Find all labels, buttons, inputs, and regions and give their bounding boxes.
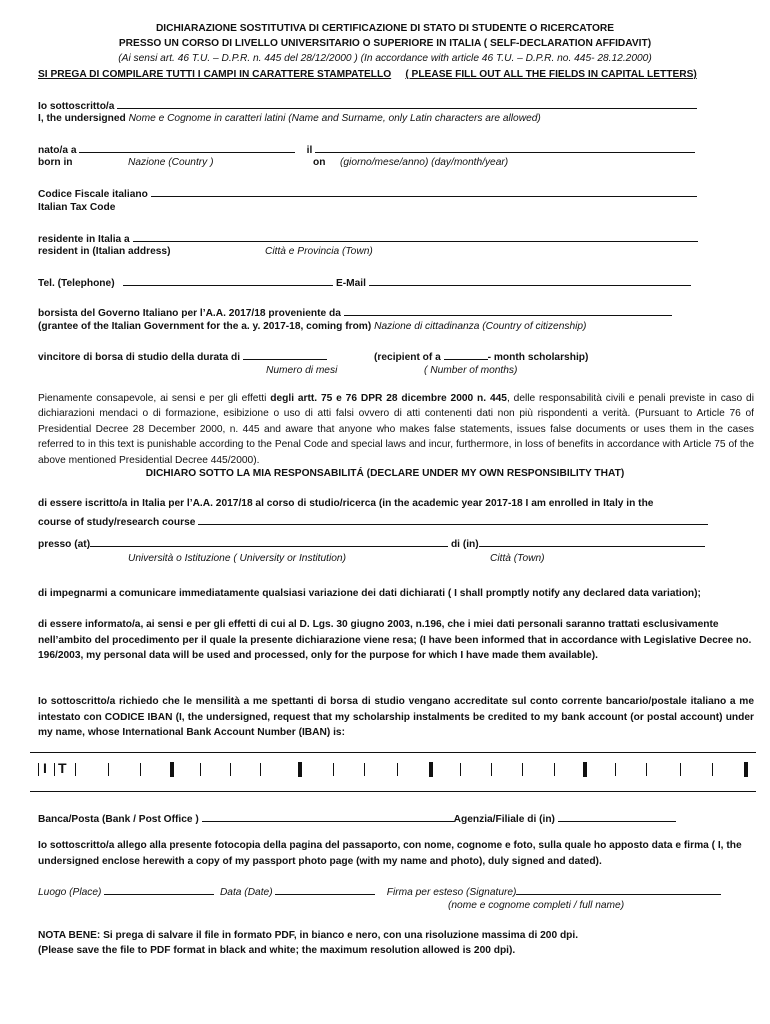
course-row bbox=[38, 514, 708, 529]
grantee-row bbox=[38, 305, 672, 320]
email-field[interactable] bbox=[369, 275, 691, 286]
form-title-line-1: DICHIARAZIONE SOSTITUTIVA DI CERTIFICAZIONE DI STATO DI STUDENTE O RICERCATORE bbox=[155, 23, 615, 34]
iban-field[interactable] bbox=[30, 752, 756, 792]
signature-row bbox=[38, 884, 721, 899]
undersigned-en-row bbox=[38, 112, 541, 125]
birth-row bbox=[38, 142, 695, 157]
undersigned-label-it: Io sottoscritto/a bbox=[38, 101, 115, 112]
grantee-label-it: borsista del Governo Italiano per l’A.A. 2017/18 proveniente da bbox=[38, 308, 341, 319]
born-label-it: nato/a a bbox=[38, 145, 77, 156]
months-field-en[interactable] bbox=[444, 349, 488, 360]
address-field[interactable] bbox=[133, 231, 698, 242]
date-hint: (giorno/mese/anno) (day/month/year) bbox=[340, 157, 509, 168]
iban-separator bbox=[397, 763, 398, 776]
place-field[interactable] bbox=[104, 884, 214, 895]
name-hint: Nome e Cognome in caratteri latini (Name and Surname, only Latin characters are allowed) bbox=[128, 113, 541, 124]
iban-separator bbox=[522, 763, 523, 776]
birth-country-field[interactable] bbox=[79, 142, 295, 153]
note-line-1: NOTA BENE: Si prega di salvare il file in formato PDF, in bianco e nero, con una risoluzione massima di 200 dpi. bbox=[38, 930, 579, 941]
iban-separator bbox=[460, 763, 461, 776]
citizenship-hint: Nazione di cittadinanza (Country of citizenship) bbox=[374, 321, 587, 332]
resident-label-en: resident in (Italian address) bbox=[38, 246, 171, 257]
privacy-statement: di essere informato/a, ai sensi e per gli effetti di cui al D. Lgs. 30 giugno 2003, n.196, che i miei dati personali saranno trattati esclusivamente nell’ambito del procedimento per il quale la presente dichiarazione viene resa; (I have been informed that in accordance with Legislative Decree no. 196/2003, my personal data will be used and processed, only for the purpose for which I have made them available). bbox=[38, 619, 752, 662]
iban-separator bbox=[646, 763, 647, 776]
months-hint-en: ( Number of months) bbox=[424, 365, 518, 376]
legal-text-2: , delle responsabilità civili e penali previste in caso di dichiarazioni mendaci o di formazione, esibizione o uso di atti falsi ovvero di atti contenenti dati non più rispondenti a verità. (Pursuant to Article 76 of Presidential Decree 28 December 2000, n. 445 and aware that anyone who makes false statements, issues false documents or uses them in the cases referred to in this text is punishable according to the Penal Code and special laws and incur, furthermore, in loss of benefits in accordance with Article 75 of the above mentioned Presidential Decree 445/2000). bbox=[38, 393, 754, 466]
iban-top-border bbox=[30, 752, 756, 753]
fill-instructions bbox=[38, 68, 697, 81]
signature-field[interactable] bbox=[516, 884, 721, 895]
tax-code-row bbox=[38, 186, 697, 201]
date-field[interactable] bbox=[275, 884, 375, 895]
institution-city-hint: Città (Town) bbox=[490, 553, 545, 564]
bank-field[interactable] bbox=[202, 811, 454, 822]
email-label: E-Mail bbox=[335, 278, 366, 289]
at-label: presso (at) bbox=[38, 539, 91, 550]
iban-group-separator bbox=[744, 762, 748, 777]
iban-separator bbox=[712, 763, 713, 776]
iban-separator bbox=[364, 763, 365, 776]
form-subtitle: (Ai sensi art. 46 T.U. – D.P.R. n. 445 del 28/12/2000 ) (In accordance with article 46 T.U. – D.P.R. no. 445- 28.12.2000) bbox=[118, 53, 652, 64]
recipient-label: (recipient of a bbox=[374, 352, 441, 363]
iban-separator bbox=[38, 763, 39, 776]
iban-bottom-border bbox=[30, 791, 756, 792]
legal-text-1: Pienamente consapevole, ai sensi e per gli effetti bbox=[38, 393, 271, 404]
iban-separator bbox=[108, 763, 109, 776]
months-field-it[interactable] bbox=[243, 349, 327, 360]
birth-date-field[interactable] bbox=[315, 142, 695, 153]
iban-group-separator bbox=[170, 762, 174, 777]
contact-row bbox=[38, 275, 691, 290]
bank-row bbox=[38, 811, 676, 826]
institution-city-field[interactable] bbox=[479, 536, 705, 547]
date-label: Data (Date) bbox=[219, 887, 273, 898]
branch-field[interactable] bbox=[558, 811, 676, 822]
course-field[interactable] bbox=[198, 514, 708, 525]
on-label-en: on bbox=[313, 157, 326, 168]
iban-group-separator bbox=[583, 762, 587, 777]
notify-commitment: di impegnarmi a comunicare immediatamente qualsiasi variazione dei dati dichiarati ( I shall promptly notify any declared data variation); bbox=[38, 588, 701, 599]
course-label: course of study/research course bbox=[38, 517, 196, 528]
iban-separator bbox=[491, 763, 492, 776]
institution-row bbox=[38, 536, 705, 551]
iban-separator bbox=[260, 763, 261, 776]
telephone-label: Tel. (Telephone) bbox=[38, 278, 115, 289]
scholarship-label-it: vincitore di borsa di studio della durata di bbox=[38, 352, 241, 363]
legal-text-articles: degli artt. 75 e 76 DPR 28 dicembre 2000 n. 445 bbox=[270, 393, 507, 404]
iban-separator bbox=[230, 763, 231, 776]
scholarship-en bbox=[374, 349, 588, 364]
iban-request: Io sottoscritto/a richiedo che le mensilità a me spettanti di borsa di studio vengano accreditate sul conto corrente bancario/postale italiano a me intestato con CODICE IBAN (I, the undersigned, request that my scholarship instalments be credited to my bank account (or postal account) under my name, whose International Bank Account Number (IBAN) is: bbox=[38, 696, 754, 739]
birth-en-row bbox=[38, 156, 73, 169]
instruction-english: ( PLEASE FILL OUT ALL THE FIELDS IN CAPITAL LETTERS) bbox=[405, 69, 697, 80]
passport-statement: Io sottoscritto/a allego alla presente fotocopia della pagina del passaporto, con nome, cognome e foto, sulla quale ho apposto data e firma ( I, the undersigned enclose herewith a copy of my passport photo page (with my name and photo), duly signed and dated). bbox=[38, 840, 742, 867]
iban-separator bbox=[54, 763, 55, 776]
in-label: di (in) bbox=[450, 539, 479, 550]
form-title-line-2: PRESSO UN CORSO DI LIVELLO UNIVERSITARIO O SUPERIORE IN ITALIA ( SELF-DECLARATION AFFIDAVIT) bbox=[118, 38, 652, 49]
undersigned-row bbox=[38, 98, 697, 113]
scholarship-row bbox=[38, 349, 327, 364]
tax-code-label-it: Codice Fiscale italiano bbox=[38, 189, 148, 200]
month-scholarship-label: - month scholarship) bbox=[487, 352, 589, 363]
note-line-2: (Please save the file to PDF format in black and white; the maximum resolution allowed is 200 dpi). bbox=[38, 945, 516, 956]
signature-hint: (nome e cognome completi / full name) bbox=[448, 900, 625, 911]
bank-label: Banca/Posta (Bank / Post Office ) bbox=[38, 814, 199, 825]
iban-group-separator bbox=[298, 762, 302, 777]
iban-separator bbox=[200, 763, 201, 776]
born-on-label-it: il bbox=[306, 145, 313, 156]
iban-separator bbox=[333, 763, 334, 776]
institution-field[interactable] bbox=[90, 536, 448, 547]
origin-country-field[interactable] bbox=[344, 305, 672, 316]
signature-label: Firma per esteso (Signature) bbox=[386, 887, 517, 898]
iban-group-separator bbox=[429, 762, 433, 777]
iban-separator bbox=[615, 763, 616, 776]
telephone-field[interactable] bbox=[123, 275, 333, 286]
legal-paragraph bbox=[38, 391, 754, 468]
undersigned-label-en: I, the undersigned bbox=[38, 113, 126, 124]
resident-row bbox=[38, 231, 698, 246]
iban-prefix-2: T bbox=[58, 760, 67, 776]
born-label-en: born in bbox=[38, 157, 73, 168]
iban-separator bbox=[75, 763, 76, 776]
iban-separator bbox=[554, 763, 555, 776]
months-hint-it: Numero di mesi bbox=[266, 365, 338, 376]
tax-code-field[interactable] bbox=[151, 186, 697, 197]
grantee-label-en: (grantee of the Italian Government for the a. y. 2017-18, coming from) bbox=[38, 321, 372, 332]
branch-label: Agenzia/Filiale di (in) bbox=[453, 814, 555, 825]
birth-country-hint: Nazione (Country ) bbox=[128, 157, 214, 168]
declaration-heading: DICHIARO SOTTO LA MIA RESPONSABILITÁ (DECLARE UNDER MY OWN RESPONSIBILITY THAT) bbox=[145, 468, 625, 479]
enrolment-line-1: di essere iscritto/a in Italia per l’A.A. 2017/18 al corso di studio/ricerca (in the academic year 2017-18 I am enrolled in Italy in the bbox=[38, 498, 654, 509]
name-field[interactable] bbox=[117, 98, 697, 109]
resident-label-it: residente in Italia a bbox=[38, 234, 130, 245]
iban-separator bbox=[140, 763, 141, 776]
tax-code-label-en: Italian Tax Code bbox=[38, 202, 116, 213]
instruction-italian: SI PREGA DI COMPILARE TUTTI I CAMPI IN CARATTERE STAMPATELLO bbox=[38, 69, 392, 80]
address-hint: Città e Provincia (Town) bbox=[265, 246, 373, 257]
institution-hint: Università o Istituzione ( University or Institution) bbox=[128, 553, 346, 564]
iban-prefix-1: I bbox=[43, 760, 47, 776]
place-label: Luogo (Place) bbox=[38, 887, 102, 898]
iban-separator bbox=[680, 763, 681, 776]
grantee-en-row bbox=[38, 320, 586, 333]
